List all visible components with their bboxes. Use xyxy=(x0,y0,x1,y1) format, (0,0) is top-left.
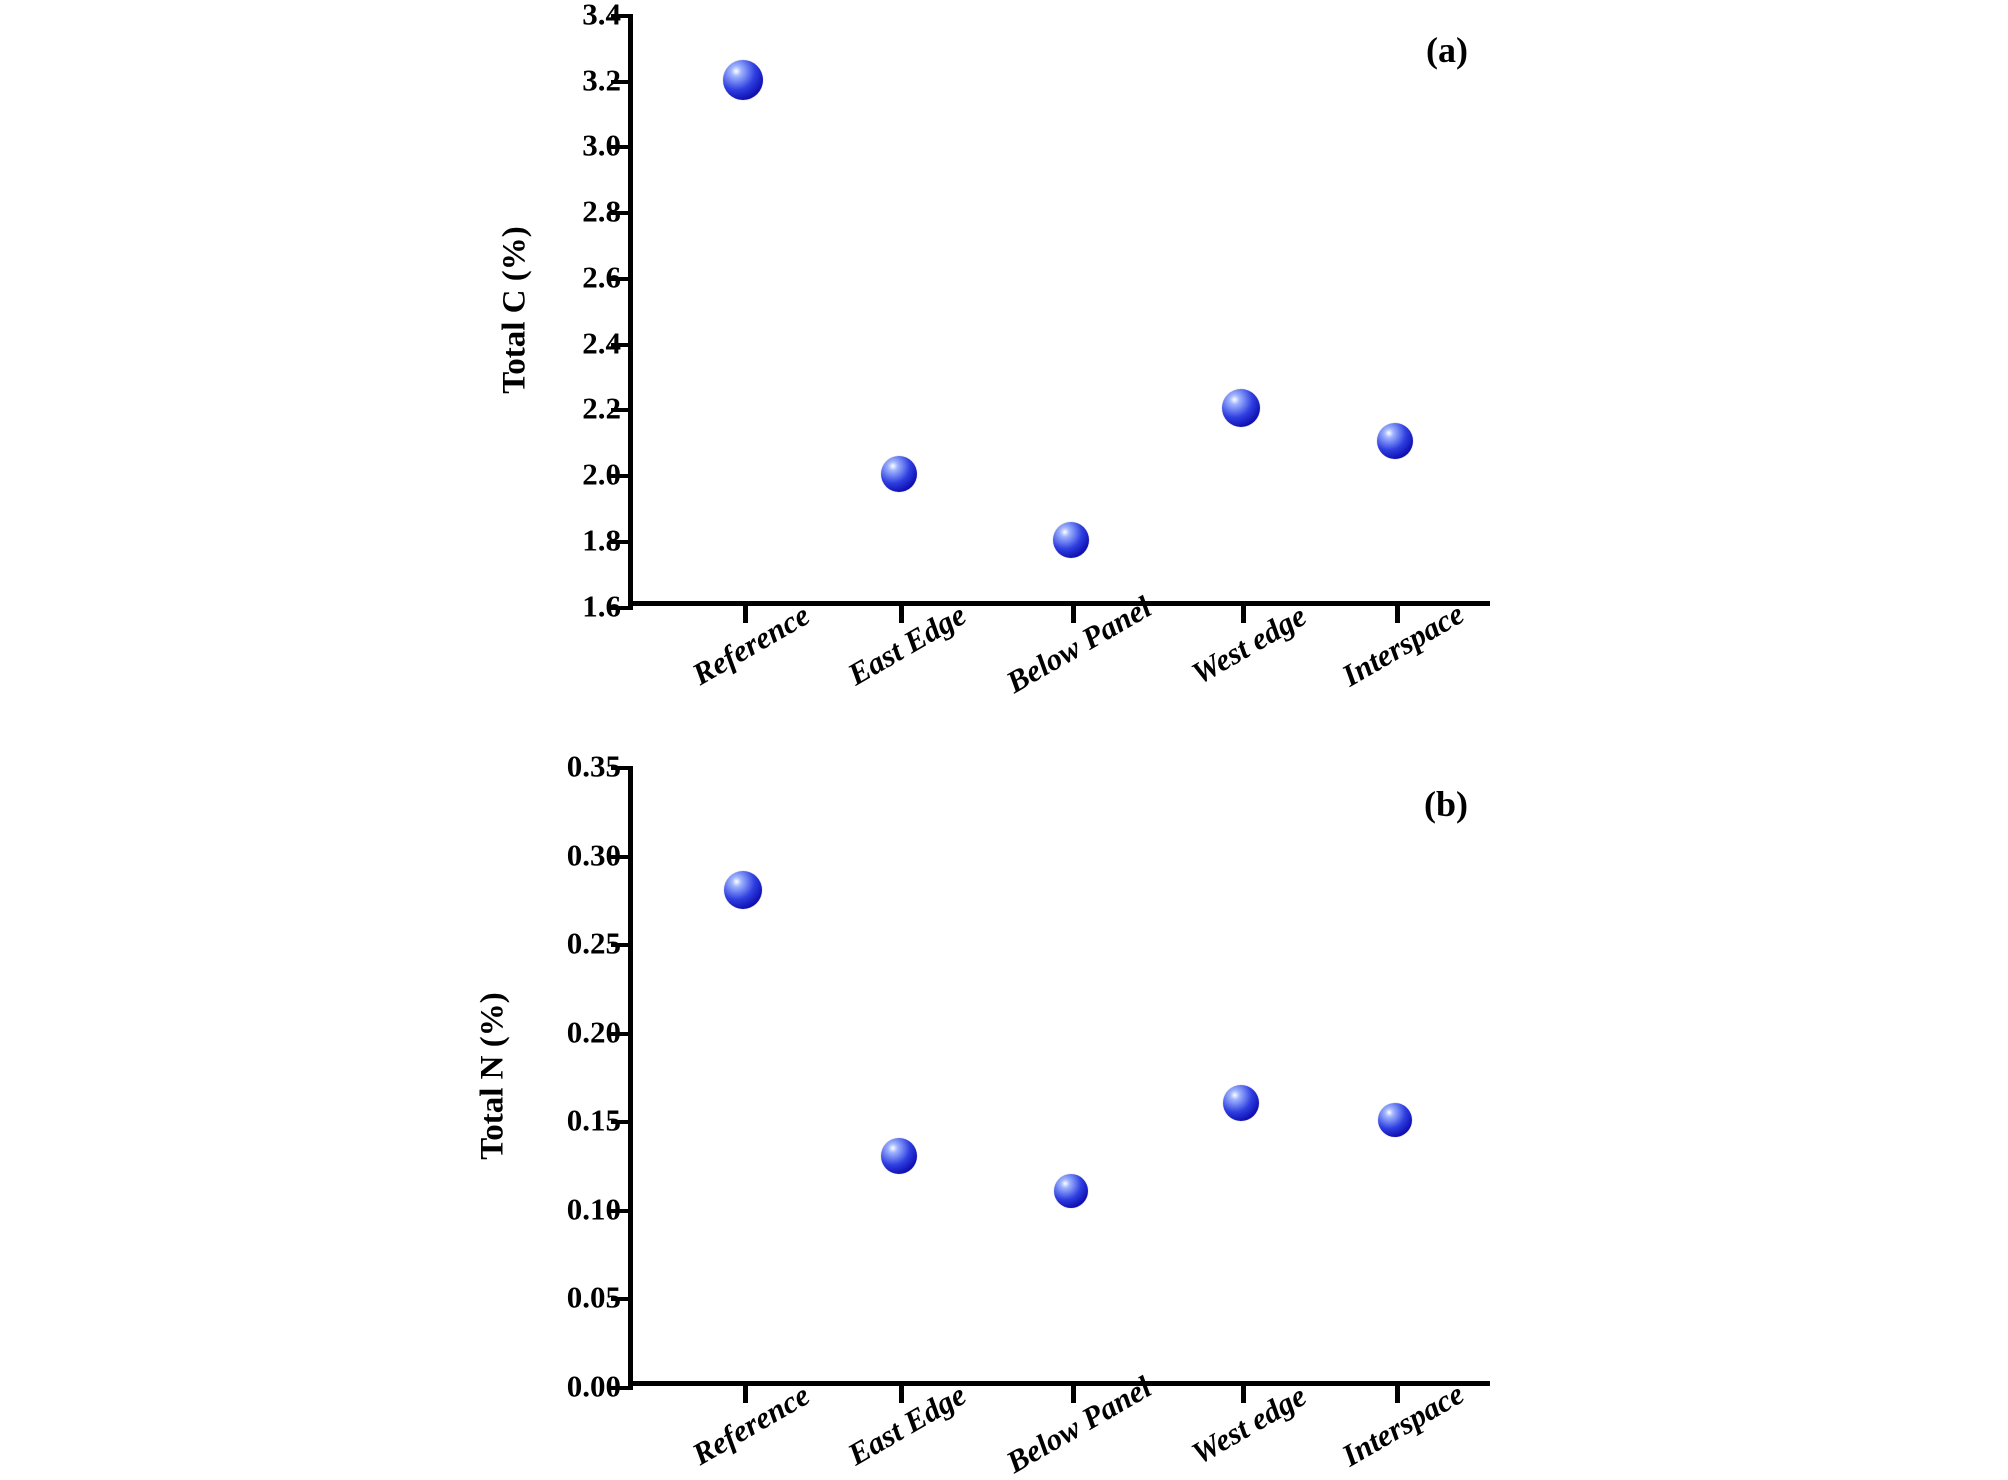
data-point-b-west-edge xyxy=(1223,1085,1259,1121)
y-axis-title-a: Total C (%) xyxy=(496,226,533,394)
chart-panel-b xyxy=(0,740,2008,1480)
data-point-b-reference xyxy=(724,871,762,909)
y-axis-title-b: Total N (%) xyxy=(474,992,511,1160)
data-point-a-below-panel xyxy=(1053,522,1089,558)
plot-area-a: (a) Total C (%) 1.6 1.8 2.0 2.2 2.4 2.6 2.8 3.0 3.2 3.4 Reference East Edge Below Panel West edge Interspace xyxy=(628,14,1490,606)
plot-area-b: (b) Total N (%) 0.00 0.05 0.10 0.15 0.20 0.25 0.30 0.35 Reference East Edge Below Panel West edge Interspace xyxy=(628,766,1490,1386)
data-point-b-east-edge xyxy=(881,1138,917,1174)
data-point-a-west-edge xyxy=(1222,389,1260,427)
data-point-a-interspace xyxy=(1377,423,1413,459)
data-point-b-interspace xyxy=(1378,1103,1412,1137)
panel-tag-b: (b) xyxy=(1424,784,1468,824)
data-point-a-reference xyxy=(723,60,763,100)
panel-tag-a: (a) xyxy=(1426,30,1468,70)
data-point-b-below-panel xyxy=(1054,1174,1088,1208)
data-point-a-east-edge xyxy=(881,456,917,492)
